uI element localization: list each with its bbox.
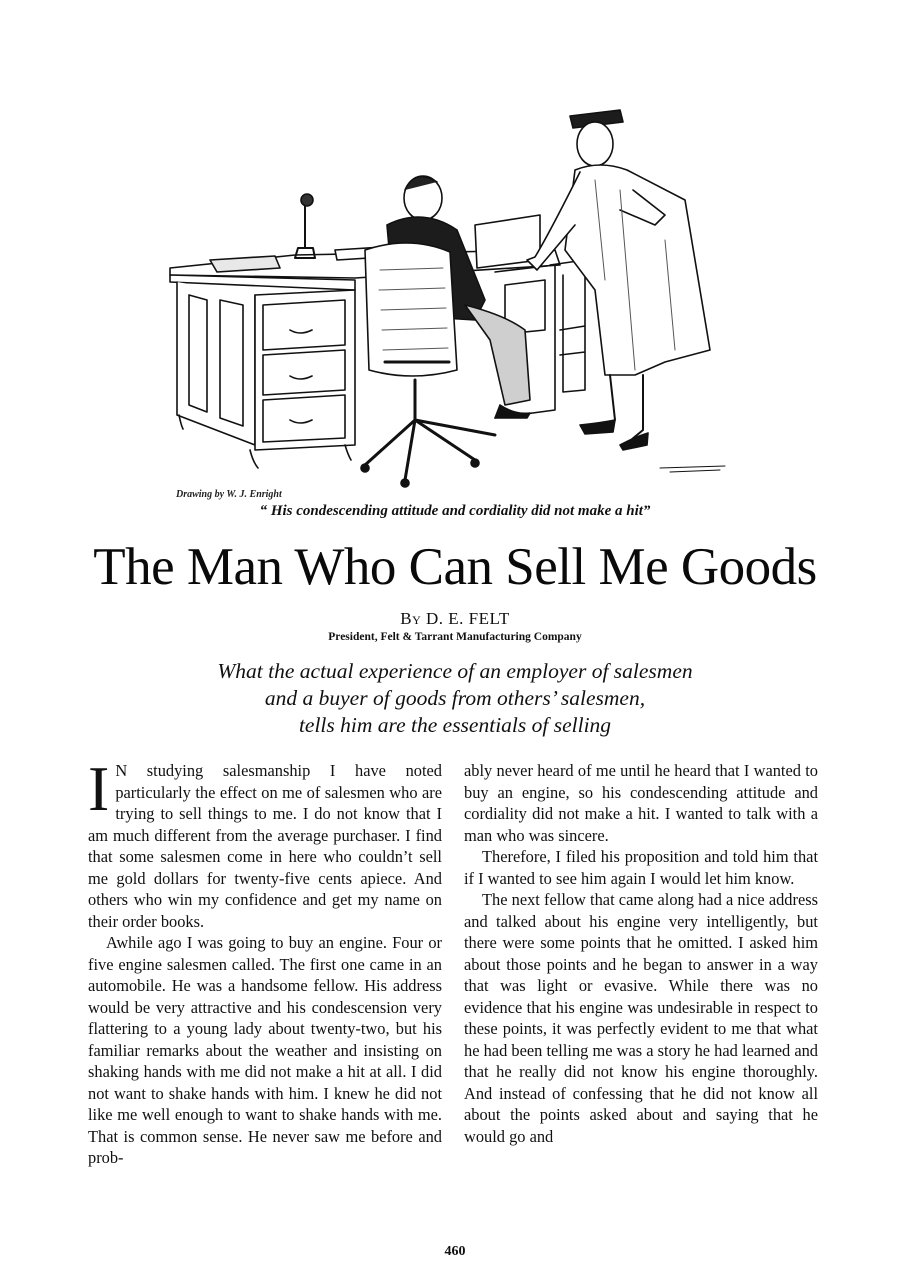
paragraph-text: N studying salesmanship I have noted particularly the effect on me of salesmen who are trying to sell things to me. I do not know that I am much different from the average purchaser. I find that some salesmen come in here who couldn’t sell me gold dollars for twenty-five cents apiece. And others who win my confidence and get my name on their order books. — [88, 761, 442, 931]
author-name: D. E. FELT — [426, 609, 510, 628]
page-number: 460 — [444, 1244, 466, 1259]
article-dek — [0, 658, 910, 739]
author-title: President, Felt & Tarrant Manufacturing Company — [328, 631, 582, 643]
dek-line: What the actual experience of an employer of salesmen — [217, 659, 693, 683]
illustration — [165, 100, 745, 500]
paragraph: ably never heard of me until he heard that I wanted to buy an engine, so his condescending attitude and cordiality did not make a hit. I wanted to talk with a man who was sincere. — [464, 761, 818, 845]
paragraph: Therefore, I filed his proposition and told him that if I wanted to see him again I would let him know. — [464, 847, 818, 888]
article-title: The Man Who Can Sell Me Goods — [93, 538, 817, 596]
byline — [0, 609, 910, 629]
illustration-caption: “ His condescending attitude and cordiality did not make a hit” — [259, 503, 651, 519]
paragraph — [88, 753, 442, 932]
illustration-credit: Drawing by W. J. Enright — [176, 489, 282, 500]
byline-prefix: By — [400, 609, 422, 628]
dek-line: and a buyer of goods from others’ salesmen, — [264, 686, 646, 710]
drop-cap: I — [88, 753, 110, 824]
paragraph: Awhile ago I was going to buy an engine. Four or five engine salesmen called. The first one came in an automobile. He was a handsome fellow. His address would be very attractive and his condescension very flattering to a young lady about twenty-two, but his familiar remarks about the weather and insisting on shaking hands with me did not make a hit at all. I did not want to shake hands with him. I knew he did not like me well enough to want to shake hands with me. That is common sense. He never saw me before and prob- — [88, 933, 442, 1167]
paragraph: The next fellow that came along had a nice address and talked about his engine very intelligently, but there were some points that he omitted. I asked him about those points and he began to answer in a way that was light or evasive. While there was no evidence that his engine was undesirable in respect to these points, it was perfectly evident to me that what he had been telling me was a story he had learned and that he really did not know his engine thoroughly. And instead of confessing that he did not know all about the points asked about and saying that he would go and — [464, 890, 818, 1146]
dek-line: tells him are the essentials of selling — [298, 713, 612, 737]
right-column — [464, 760, 818, 1147]
left-column — [88, 753, 442, 1169]
